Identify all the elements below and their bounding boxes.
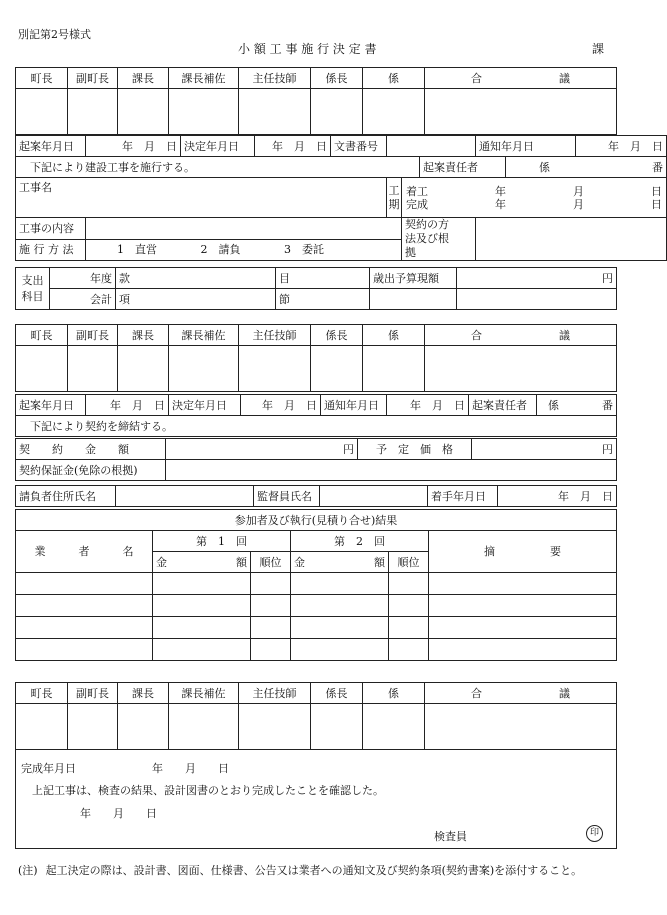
stamp-box[interactable] xyxy=(425,346,617,392)
table-row[interactable] xyxy=(16,595,617,617)
approval-header: 町長 xyxy=(16,683,68,704)
chakushu-label: 着手年月日 xyxy=(428,486,498,507)
stamp-box[interactable] xyxy=(239,346,311,392)
kian-date-label: 起案年月日 xyxy=(16,395,86,416)
naiyo-field[interactable] xyxy=(86,218,402,240)
footnote-text: 起工決定の際は、設計書、図面、仕様書、公告又は業者への通知文及び契約条項(契約書案)を添付すること。 xyxy=(45,864,583,877)
approval-header: 課長補佐 xyxy=(169,325,239,346)
hi: 日 xyxy=(651,197,662,211)
bunsho-label: 文書番号 xyxy=(331,136,387,157)
approval-header: 合 議 xyxy=(425,325,617,346)
statement: 下記により建設工事を施行する。 xyxy=(16,157,420,178)
nen: 年 xyxy=(495,197,506,211)
approval-header: 課長 xyxy=(118,68,169,89)
result-title: 参加者及び執行(見積り合せ)結果 xyxy=(16,510,617,531)
stamp-box[interactable] xyxy=(68,89,118,135)
seko-houhou-options[interactable] xyxy=(86,239,402,261)
stamp-box[interactable] xyxy=(169,346,239,392)
kian-date-label: 起案年月日 xyxy=(16,136,86,157)
stamp-box[interactable] xyxy=(16,704,68,750)
kakari-label: 係 xyxy=(539,160,551,174)
keiyaku-table xyxy=(15,438,617,481)
footnote-label: (注) xyxy=(18,864,38,877)
saishutsu-label: 歳出予算現額 xyxy=(370,268,457,289)
tekiyo-header: 摘 要 xyxy=(429,531,617,573)
approval-header: 係 xyxy=(363,68,425,89)
statement: 下記により契約を締結する。 xyxy=(16,416,617,437)
approval-header: 主任技師 xyxy=(239,325,311,346)
stamp-box[interactable] xyxy=(239,704,311,750)
approval-header: 主任技師 xyxy=(239,683,311,704)
keiyaku-kingaku-field[interactable]: 円 xyxy=(166,439,358,460)
stamp-box[interactable] xyxy=(118,346,169,392)
kingaku-header xyxy=(291,552,389,573)
tsuchi-date-field[interactable]: 年 月 日 xyxy=(576,136,667,157)
yotei-kakaku-label: 予 定 価 格 xyxy=(358,439,472,460)
stamp-box[interactable] xyxy=(68,346,118,392)
kouki-field[interactable] xyxy=(402,178,667,218)
completion-statement: 上記工事は、検査の結果、設計図書のとおり完成したことを確認した。 xyxy=(32,784,384,797)
moku-label: 目 xyxy=(276,268,370,289)
kian-sekinin-label: 起案責任者 xyxy=(469,395,537,416)
section-1-table xyxy=(15,67,617,135)
kian-date-field[interactable]: 年 月 日 xyxy=(86,136,181,157)
chakushu-field[interactable]: 年 月 日 xyxy=(498,486,617,507)
naiyo-label: 工事の内容 xyxy=(16,218,86,240)
approval-header: 副町長 xyxy=(68,683,118,704)
approval-header: 係長 xyxy=(311,325,363,346)
stamp-box[interactable] xyxy=(118,704,169,750)
option-ukeoi[interactable]: 2 請負 xyxy=(200,243,241,257)
kettei-date-field[interactable]: 年 月 日 xyxy=(241,395,321,416)
stamp-box[interactable] xyxy=(239,89,311,135)
table-row[interactable] xyxy=(16,639,617,661)
kouki-label: 工 期 xyxy=(387,178,402,218)
kaikei-label: 会計 xyxy=(50,289,116,310)
approval-header: 主任技師 xyxy=(239,68,311,89)
keiyaku-houhou-field[interactable] xyxy=(476,218,667,261)
approval-header: 係 xyxy=(363,325,425,346)
chakko-label: 着工 xyxy=(406,184,428,198)
approval-header: 副町長 xyxy=(68,325,118,346)
setsu-label: 節 xyxy=(276,289,370,310)
tsuki: 月 xyxy=(573,197,584,211)
nen: 年 xyxy=(495,184,506,198)
kettei-date-label: 決定年月日 xyxy=(181,136,255,157)
section-2-detail xyxy=(15,394,617,437)
kian-sekinin-field[interactable] xyxy=(537,395,617,416)
seal-icon: 印 xyxy=(586,825,603,842)
approval-header: 課長 xyxy=(118,683,169,704)
kensain-label: 検査員 xyxy=(434,830,467,843)
kian-sekinin-label: 起案責任者 xyxy=(420,157,506,178)
yotei-kakaku-field[interactable]: 円 xyxy=(472,439,617,460)
page-title: 小 額 工 事 施 行 決 定 書 xyxy=(238,42,377,56)
seko-houhou-label: 施 行 方 法 xyxy=(16,239,86,261)
stamp-box[interactable] xyxy=(118,89,169,135)
approval-header: 課長補佐 xyxy=(169,68,239,89)
footnote xyxy=(18,862,618,879)
table-row[interactable] xyxy=(16,617,617,639)
stamp-box[interactable] xyxy=(363,346,425,392)
stamp-box[interactable] xyxy=(425,89,617,135)
ukeoi-label: 請負者住所氏名 xyxy=(16,486,116,507)
ukeoi-field[interactable] xyxy=(116,486,254,507)
kansei-date-field[interactable]: 年 月 日 xyxy=(152,762,229,775)
table-row[interactable] xyxy=(16,573,617,595)
kansei-date-label: 完成年月日 xyxy=(21,762,76,775)
approval-header: 係 xyxy=(363,683,425,704)
hoshokin-label: 契約保証金(免除の根拠) xyxy=(16,460,166,481)
approval-header: 町長 xyxy=(16,68,68,89)
ukeoi-table xyxy=(15,485,617,507)
kan-label: 款 xyxy=(116,268,276,289)
stamp-box[interactable] xyxy=(425,704,617,750)
approval-header: 係長 xyxy=(311,68,363,89)
tsuchi-date-label: 通知年月日 xyxy=(476,136,576,157)
juni-header: 順位 xyxy=(251,552,291,573)
kettei-date-label: 決定年月日 xyxy=(169,395,241,416)
kantoku-field[interactable] xyxy=(320,486,428,507)
completion-box xyxy=(15,750,617,849)
kingaku-header xyxy=(153,552,251,573)
form-number: 別記第2号様式 xyxy=(18,28,91,41)
approval-header: 副町長 xyxy=(68,68,118,89)
approval-header: 合 議 xyxy=(425,683,617,704)
approval-header: 合 議 xyxy=(425,68,617,89)
option-itaku[interactable]: 3 委託 xyxy=(284,243,324,257)
stamp-box[interactable] xyxy=(169,89,239,135)
kakari-label: 係 xyxy=(548,398,559,412)
approval-header: 課長補佐 xyxy=(169,683,239,704)
approval-header: 課長 xyxy=(118,325,169,346)
hoshokin-field[interactable] xyxy=(166,460,617,481)
bunsho-field[interactable] xyxy=(387,136,476,157)
stamp-box[interactable] xyxy=(311,704,363,750)
dept-label: 課 xyxy=(592,42,605,56)
result-table xyxy=(15,509,617,661)
kansei-label: 完成 xyxy=(406,197,428,211)
approval-header: 町長 xyxy=(16,325,68,346)
kettei-date-field[interactable]: 年 月 日 xyxy=(255,136,331,157)
tsuki: 月 xyxy=(573,184,584,198)
keiyaku-kingaku-label: 契 約 金 額 xyxy=(16,439,166,460)
stamp-box[interactable] xyxy=(363,89,425,135)
saishutsu-field[interactable]: 円 xyxy=(457,268,617,289)
keiyaku-houhou-label: 契約の方 法及び根 拠 xyxy=(402,218,476,261)
gaku-label: 額 xyxy=(374,555,385,569)
gaku-label: 額 xyxy=(236,555,247,569)
kouji-mei[interactable]: 工事名 xyxy=(16,178,387,218)
kian-date-field[interactable]: 年 月 日 xyxy=(86,395,169,416)
ban-label: 番 xyxy=(602,398,613,412)
hi: 日 xyxy=(651,184,662,198)
section-2-approval xyxy=(15,324,617,392)
shishutsu-label: 支出 科目 xyxy=(16,268,50,310)
round-1-header: 第 1 回 xyxy=(153,531,291,552)
section-3-approval xyxy=(15,682,617,750)
kin-label: 金 xyxy=(156,555,167,569)
kantoku-label: 監督員氏名 xyxy=(254,486,320,507)
stamp-box[interactable] xyxy=(16,89,68,135)
stamp-box[interactable] xyxy=(311,346,363,392)
gyosha-header: 業 者 名 xyxy=(16,531,153,573)
stamp-box[interactable] xyxy=(16,346,68,392)
stamp-box[interactable] xyxy=(363,704,425,750)
option-chokuei[interactable]: 1 直営 xyxy=(117,243,157,257)
tsuchi-date-label: 通知年月日 xyxy=(321,395,387,416)
tsuchi-date-field[interactable]: 年 月 日 xyxy=(387,395,469,416)
kin-label: 金 xyxy=(294,555,305,569)
kou-label: 項 xyxy=(116,289,276,310)
shishutsu-table xyxy=(15,267,617,310)
stamp-box[interactable] xyxy=(68,704,118,750)
juni-header: 順位 xyxy=(389,552,429,573)
nendo-label: 年度 xyxy=(50,268,116,289)
approval-header: 係長 xyxy=(311,683,363,704)
kian-sekinin-field[interactable] xyxy=(506,157,667,178)
stamp-box[interactable] xyxy=(169,704,239,750)
section-1-detail xyxy=(15,135,667,261)
confirm-date-field[interactable]: 年 月 日 xyxy=(80,807,157,820)
round-2-header: 第 2 回 xyxy=(291,531,429,552)
ban-label: 番 xyxy=(652,160,664,174)
stamp-box[interactable] xyxy=(311,89,363,135)
